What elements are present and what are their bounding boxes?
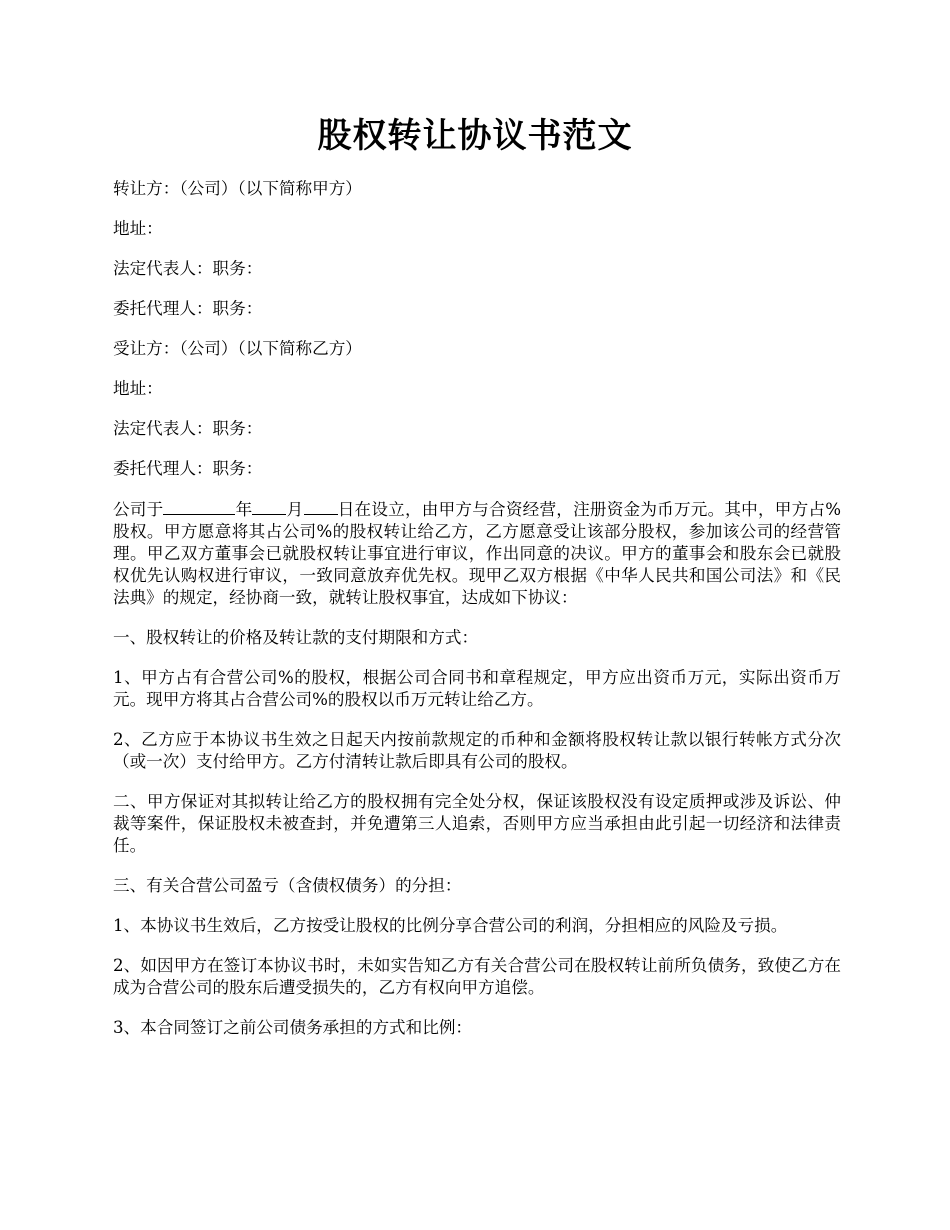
section3-item3: 3、本合同签订之前公司债务承担的方式和比例：: [113, 1018, 473, 1037]
transferee-agent: 委托代理人：职务：: [113, 459, 263, 478]
intro-part-month: 月: [286, 500, 304, 519]
section2-paragraph: 二、甲方保证对其拟转让给乙方的股权拥有完全处分权，保证该股权没有设定质押或涉及诉讼、仲裁等案件，保证股权未被查封，并免遭第三人追索，否则甲方应当承担由此引起一切经济和法律责任。: [113, 792, 841, 855]
transferor-agent: 委托代理人：职务：: [113, 299, 263, 318]
section3-item2: 2、如因甲方在签订本协议书时，未如实告知乙方有关合营公司在股权转让前所负债务，致使乙方在成为合营公司的股东后遭受损失的，乙方有权向甲方追偿。: [113, 956, 841, 997]
section1-heading: 一、股权转让的价格及转让款的支付期限和方式：: [113, 628, 479, 647]
transferee-address: 地址：: [113, 379, 163, 398]
section3-heading: 三、有关合营公司盈亏（含债权债务）的分担：: [113, 876, 462, 895]
intro-part-body: 日在设立，由甲方与合资经营，注册资金为币万元。其中，甲方占%股权。甲方愿意将其占公司%的股权转让给乙方，乙方愿意受让该部分股权，参加该公司的经营管理。甲乙双方董事会已就股权转让事宜进行审议，作出同意的决议。甲方的董事会和股东会已就股权优先认购权进行审议，一致同意放弃优先权。现甲乙双方根据《中华人民共和国公司法》和《民法典》的规定，经协商一致，就转让股权事宜，达成如下协议：: [113, 500, 842, 607]
transferor-line: 转让方：（公司）（以下简称甲方）: [113, 179, 362, 198]
intro-part-company: 公司于: [113, 500, 164, 519]
year-blank: [163, 498, 235, 515]
transferee-legal-rep: 法定代表人：职务：: [113, 419, 263, 438]
section3-item1: 1、本协议书生效后，乙方按受让股权的比例分享合营公司的利润，分担相应的风险及亏损。: [113, 916, 788, 935]
section1-item1: 1、甲方占有合营公司%的股权，根据公司合同书和章程规定，甲方应出资币万元，实际出资币万元。现甲方将其占合营公司%的股权以币万元转让给乙方。: [113, 668, 841, 709]
transferor-address: 地址：: [113, 219, 163, 238]
document-title: 股权转让协议书范文: [317, 116, 633, 156]
intro-part-year: 年: [235, 500, 253, 519]
section1-item2: 2、乙方应于本协议书生效之日起天内按前款规定的币种和金额将股权转让款以银行转帐方式分次（或一次）支付给甲方。乙方付清转让款后即具有公司的股权。: [113, 730, 841, 771]
document-body: [113, 178, 841, 1057]
transferor-legal-rep: 法定代表人：职务：: [113, 259, 263, 278]
transferee-line: 受让方：（公司）（以下简称乙方）: [113, 339, 362, 358]
month-blank: [252, 498, 286, 515]
intro-paragraph: [113, 498, 841, 609]
day-blank: [304, 498, 338, 515]
